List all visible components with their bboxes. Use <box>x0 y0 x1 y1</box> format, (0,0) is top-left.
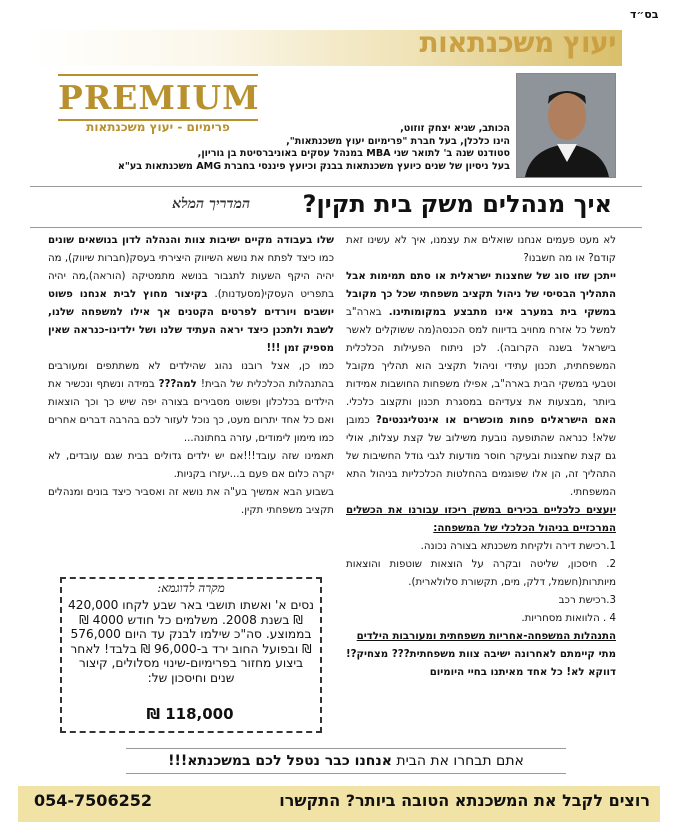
author-line: הכותב, שגיא יצחק זוזוט, <box>400 123 510 134</box>
example-savings: 118,000 ₪ <box>146 705 234 723</box>
article-column-left <box>48 232 334 520</box>
page-title: יעוץ משכנתאות <box>419 26 616 59</box>
example-title: מקרה לדוגמא: <box>157 581 225 595</box>
paragraph: יועצים כלכליים בכירים במשק ריכזו עבורנו את הכשלים המרכזיים בניהול הכלכלי של המשפחה: <box>346 505 616 534</box>
paragraph: לא מעט פעמים אנחנו שואלים את עצמנו, איך לא עשינו זאת קודם? או מה חשבנו? <box>346 235 616 264</box>
phone-number[interactable]: 054-7506252 <box>34 791 152 810</box>
article-column-right <box>346 232 616 682</box>
paragraph: מתי קיימתם לאחרונה ישיבה צוות משפחתית??? מצחיק?! דווקא לא! כל אחד מאיתנו בחיי היומיום <box>346 649 616 678</box>
paragraph: שלו בעבודה מקיים ישיבות צוות והנהלה לדון בנושאים שונים כמו כיצד לפתח את נושא השיווק היצירתי בעסק(חברות שיווק), מה יהיה היקף השעות לתגבור בנושא מתמטיקה (הוראה),מה יהיה בתפריט העסקי(מסעדנות). בקיצור מחוץ לבית אנחנו פשוט יושבים ויורדים לפרטים הקטנים אך אילו למשפחה שלנו, לשבת ולתכנן כיצד יראה העתיד שלנו ושל ילדינו-כנראה שאין מספיק זמן !!! <box>48 235 334 354</box>
list-item: 1.רכישת דירה ולקיחת משכנתא בצורה נכונה. <box>420 541 616 552</box>
paragraph: בשבוע הבא אמשיך בע"ה את נושא זה ואסביר כיצד בונים ומנהלים תקציב משפחתי תקין. <box>48 487 334 516</box>
author-photo <box>516 73 616 178</box>
example-body: נסים א' ואשתו תושבי באר שבע לקחו 420,000 ₪ בשנת 2008. משלמים כל חודש 4000 ₪ בממוצע. סה"כ שילמו לבנק עד היום 576,000 ₪ ובפועל החוב ירד ב-96,000 ₪ בלבד! לאחר ביצוע מחזור בפרימיום-שינוי מסלולים, קיצור שנים וחיסכון של: <box>67 598 315 685</box>
section-heading: התנהלות המשפחה-אחריות משפחתית ומעורבות הילדים <box>356 631 616 642</box>
slogan: אתם תבחרו את הבית אנחנו כבר נטפל לכם במשכנתא!!! <box>126 748 566 774</box>
cta-text: רוצים לקבל את המשכנתא הטובה ביותר? התקשרו 054-7506252 <box>34 791 650 810</box>
headline-script: המדריך המלא <box>172 196 250 212</box>
author-line: הינו כלכלן, בעל חברת "פרימיום יעוץ משכנתאות", <box>286 135 510 147</box>
paragraph: תאמינו שזה עובד!!!אם יש ילדים גדולים בבית שגם עובדים, לא יקרה כלום אם פעם ב...יעזרו בקניות. <box>48 451 334 480</box>
author-bio <box>117 123 510 173</box>
logo-subtitle: פרימיום - יעוץ משכנתאות <box>86 120 230 134</box>
paragraph: ייתכן שזו סוג של שחצנות ישראלית או סתם תמימות אבל התהליך הבסיסי של ניהול תקציב משפחתי שכל כך מקובל במשקי בית במערב אינו מתבצע במקומותינו. בארה"ב למשל כל אזרח מחויב בדיווח למס הכנסה(מה ששוקלים לאשר בישראל בשנה הקרובה). לכן ניתוח הפעילות הכלכלית המשפחתית, תכנון עתידי וניהול תקציב הוא תהליך מקובל וטבעי במשקי הבית בארה"ב, אפילו משפחות החושבות אמידות ביותר ,מבצעות את צעדיהם במסגרת תכנון ותקצוב כלכלי. האם הישראלים פחות מוכשרים או אינטליגנטים? כמובן שלא! כנראה שהתופעה נובעת משילוב של קצת עצלות, אולי גם קצת שחצנות ובעיקר חוסר מודעות לגבי גודל החשיבות של התהליך זה, הן אלו שפוגמים בהחלטות הכלכליות בניהול התא המשפחתי. <box>346 271 617 498</box>
list-item: 2. חיסכון, שליטה ובקרה על הוצאות שוטפות והוצאות מיותרות(חשמל, דלק, מים, תקשורת סלולארית). <box>346 559 616 588</box>
author-line: בעל ניסיון של שנים כיועץ משכנתאות בבנק וכיועץ פיננסי בחברת AMG משכנתאות בע"א <box>117 160 510 172</box>
author-line: סטודנט שנה ב' לתואר שני MBA במנהל עסקים באוניברסיטת בן גוריון, <box>197 148 510 160</box>
list-item: 4 . הלוואות מסחריות. <box>521 613 616 624</box>
paragraph: כמו כן, אצל רובנו נהוג שהילדים לא משתתפים ומעורבים בהתנהלות הכלכלית של הבית! למה??? במידה ונשתף ונכשיר את הילדים בכלכלון ופשוט מסבירים בצורה יפה שיש כך וכך הוצאות ואם כל אחד יתרום מעט, כך נוכל לעזור לכם בהרבה דברים אחרים כמו מימון לימודים, עזרה בחתונה... <box>48 361 334 444</box>
premium-logo: PREMIUM <box>58 74 258 121</box>
article-headline: איך מנהלים משק בית תקין? <box>302 190 612 218</box>
bsd-mark: בס״ד <box>630 8 659 21</box>
list-item: 3.רכישת רכב <box>558 595 616 606</box>
